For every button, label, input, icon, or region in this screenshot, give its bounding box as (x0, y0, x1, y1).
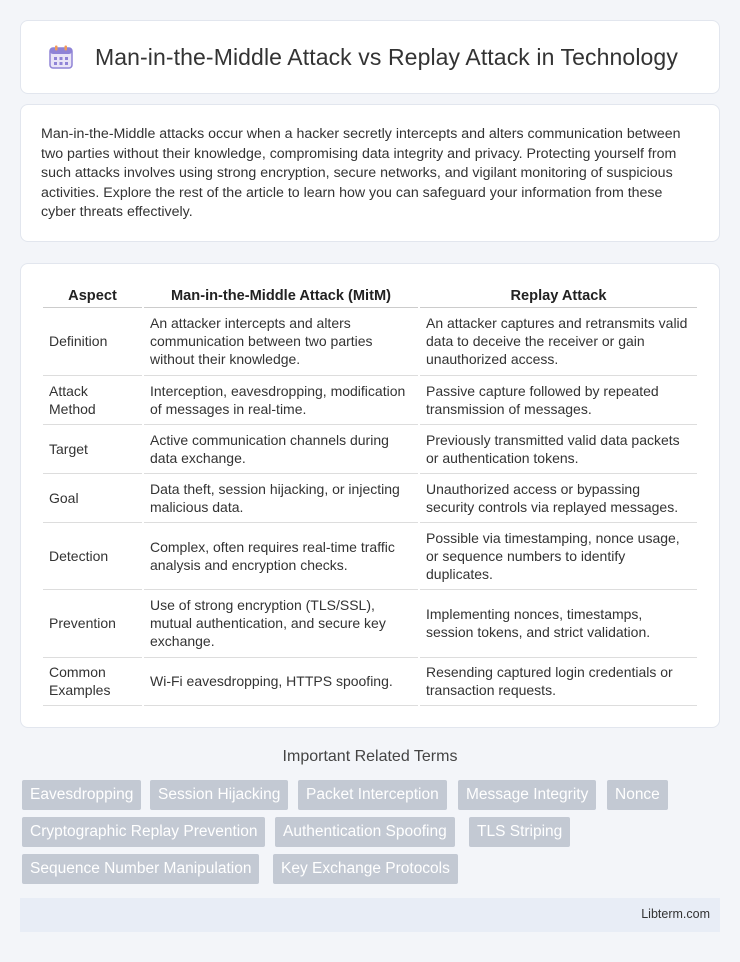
aspect-cell: Common Examples (43, 657, 143, 705)
mitm-cell: Wi-Fi eavesdropping, HTTPS spoofing. (143, 657, 419, 705)
tag-authentication-spoofing[interactable]: Authentication Spoofing (275, 817, 455, 847)
tag-tls-striping[interactable]: TLS Striping (469, 817, 570, 847)
header-replay: Replay Attack (419, 284, 697, 307)
table-row (43, 522, 697, 589)
intro-card (20, 104, 720, 242)
aspect-cell: Prevention (43, 589, 143, 657)
aspect-cell: Attack Method (43, 375, 143, 424)
comparison-table-card (20, 263, 720, 728)
mitm-cell: Data theft, session hijacking, or injecting malicious data. (143, 473, 419, 522)
tag-nonce[interactable]: Nonce (607, 780, 668, 810)
tag-key-exchange-protocols[interactable]: Key Exchange Protocols (273, 854, 458, 884)
table-row (43, 307, 697, 375)
replay-cell: Unauthorized access or bypassing security controls via replayed messages. (419, 473, 697, 522)
table-row (43, 589, 697, 657)
table-header-row (43, 284, 697, 307)
comparison-table (43, 284, 697, 706)
calendar-icon (47, 43, 75, 71)
mitm-cell: Complex, often requires real-time traffic analysis and encryption checks. (143, 522, 419, 589)
replay-cell: Implementing nonces, timestamps, session tokens, and strict validation. (419, 589, 697, 657)
table-row (43, 657, 697, 705)
footer-site-link[interactable]: Libterm.com (641, 907, 710, 921)
mitm-cell: An attacker intercepts and alters communication between two parties without their knowledge. (143, 307, 419, 375)
tag-eavesdropping[interactable]: Eavesdropping (22, 780, 141, 810)
tag-session-hijacking[interactable]: Session Hijacking (150, 780, 288, 810)
tag-packet-interception[interactable]: Packet Interception (298, 780, 447, 810)
replay-cell: Passive capture followed by repeated transmission of messages. (419, 375, 697, 424)
replay-cell: Previously transmitted valid data packets or authentication tokens. (419, 424, 697, 473)
tag-sequence-number-manipulation[interactable]: Sequence Number Manipulation (22, 854, 259, 884)
replay-cell: An attacker captures and retransmits valid data to deceive the receiver or gain unauthorized access. (419, 307, 697, 375)
aspect-cell: Goal (43, 473, 143, 522)
table-row (43, 473, 697, 522)
mitm-cell: Use of strong encryption (TLS/SSL), mutual authentication, and secure key exchange. (143, 589, 419, 657)
table-row (43, 424, 697, 473)
table-row (43, 375, 697, 424)
header-mitm: Man-in-the-Middle Attack (MitM) (143, 284, 419, 307)
replay-cell: Resending captured login credentials or transaction requests. (419, 657, 697, 705)
aspect-cell: Detection (43, 522, 143, 589)
related-terms-title: Important Related Terms (282, 748, 458, 765)
intro-text: Man-in-the-Middle attacks occur when a hacker secretly intercepts and alters communication between two parties without their knowledge, compromising data integrity and privacy. Protecting yourself from such attacks involves using strong encryption, secure networks, and vigilant monitoring of suspicious activities. Explore the rest of the article to learn how you can safeguard your information from these cyber threats effectively. (41, 126, 681, 220)
header-card (20, 20, 720, 94)
footer (20, 898, 720, 932)
mitm-cell: Interception, eavesdropping, modification of messages in real-time. (143, 375, 419, 424)
header-aspect: Aspect (43, 284, 143, 307)
aspect-cell: Definition (43, 307, 143, 375)
aspect-cell: Target (43, 424, 143, 473)
page-title: Man-in-the-Middle Attack vs Replay Attack in Technology (95, 43, 678, 70)
mitm-cell: Active communication channels during data exchange. (143, 424, 419, 473)
tag-message-integrity[interactable]: Message Integrity (458, 780, 596, 810)
replay-cell: Possible via timestamping, nonce usage, or sequence numbers to identify duplicates. (419, 522, 697, 589)
tag-cryptographic-replay-prevention[interactable]: Cryptographic Replay Prevention (22, 817, 265, 847)
